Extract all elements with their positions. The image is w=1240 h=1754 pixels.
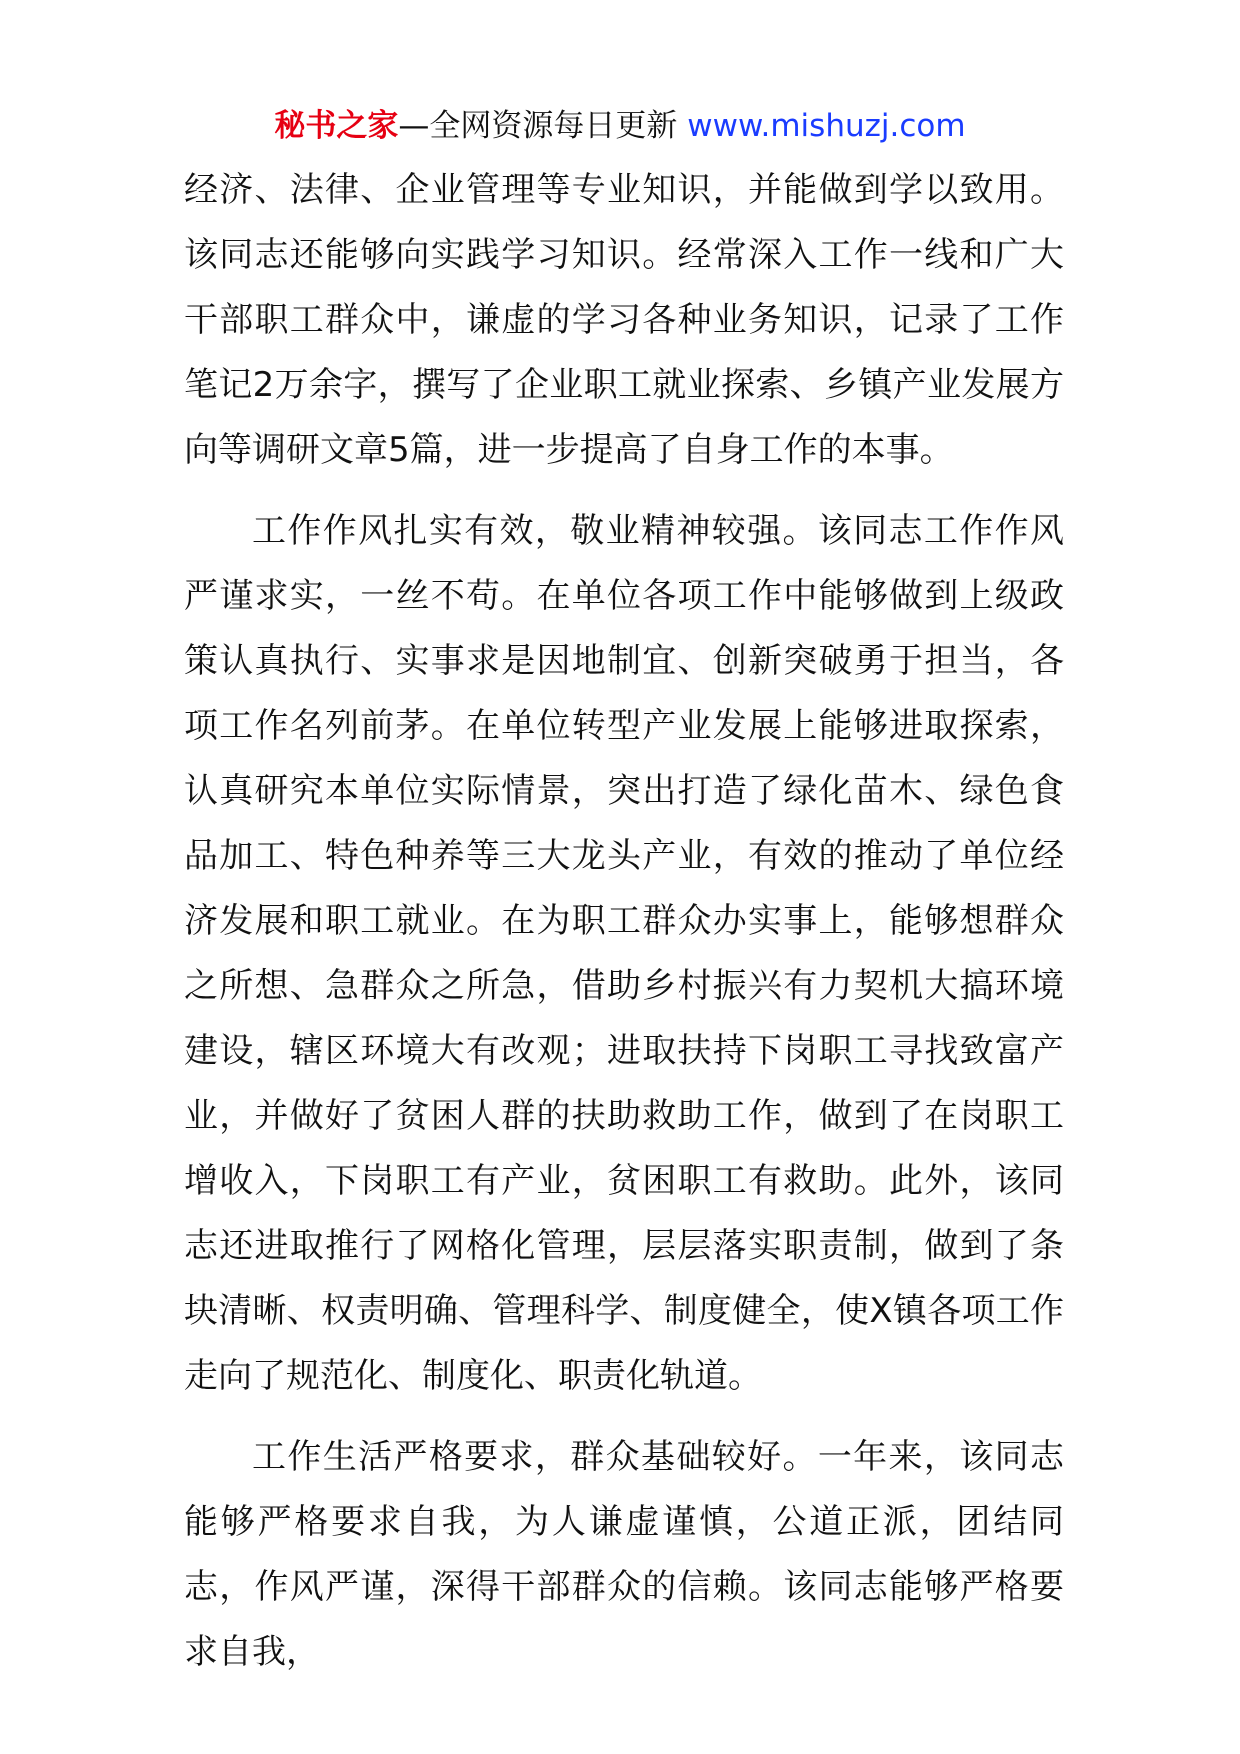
paragraph-3: 工作生活严格要求，群众基础较好。一年来，该同志能够严格要求自我，为人谦虚谨慎，公道正派，团结同志，作风严谨，深得干部群众的信赖。该同志能够严格要求自我， [184, 1437, 1064, 1672]
watermark-header [0, 104, 1240, 148]
paragraph-1: 经济、法律、企业管理等专业知识，并能做到学以致用。该同志还能够向实践学习知识。经常深入工作一线和广大干部职工群众中，谦虚的学习各种业务知识，记录了工作笔记2万余字，撰写了企业职工就业探索、乡镇产业发展方向等调研文章5篇，进一步提高了自身工作的本事。 [184, 170, 1064, 470]
paragraph-2: 工作作风扎实有效，敬业精神较强。该同志工作作风严谨求实，一丝不苟。在单位各项工作中能够做到上级政策认真执行、实事求是因地制宜、创新突破勇于担当，各项工作名列前茅。在单位转型产业发展上能够进取探索，认真研究本单位实际情景，突出打造了绿化苗木、绿色食品加工、特色种养等三大龙头产业，有效的推动了单位经济发展和职工就业。在为职工群众办实事上，能够想群众之所想、急群众之所急，借助乡村振兴有力契机大搞环境建设，辖区环境大有改观；进取扶持下岗职工寻找致富产业，并做好了贫困人群的扶助救助工作，做到了在岗职工增收入，下岗职工有产业，贫困职工有救助。此外，该同志还进取推行了网格化管理，层层落实职责制，做到了条块清晰、权责明确、管理科学、制度健全，使X镇各项工作走向了规范化、制度化、职责化轨道。 [184, 511, 1064, 1396]
header-site-link[interactable]: www.mishuzj.com [687, 108, 966, 144]
header-brand: 秘书之家 [274, 108, 399, 144]
document-body [184, 158, 1064, 1701]
header-slogan: —全网资源每日更新 [398, 108, 688, 144]
